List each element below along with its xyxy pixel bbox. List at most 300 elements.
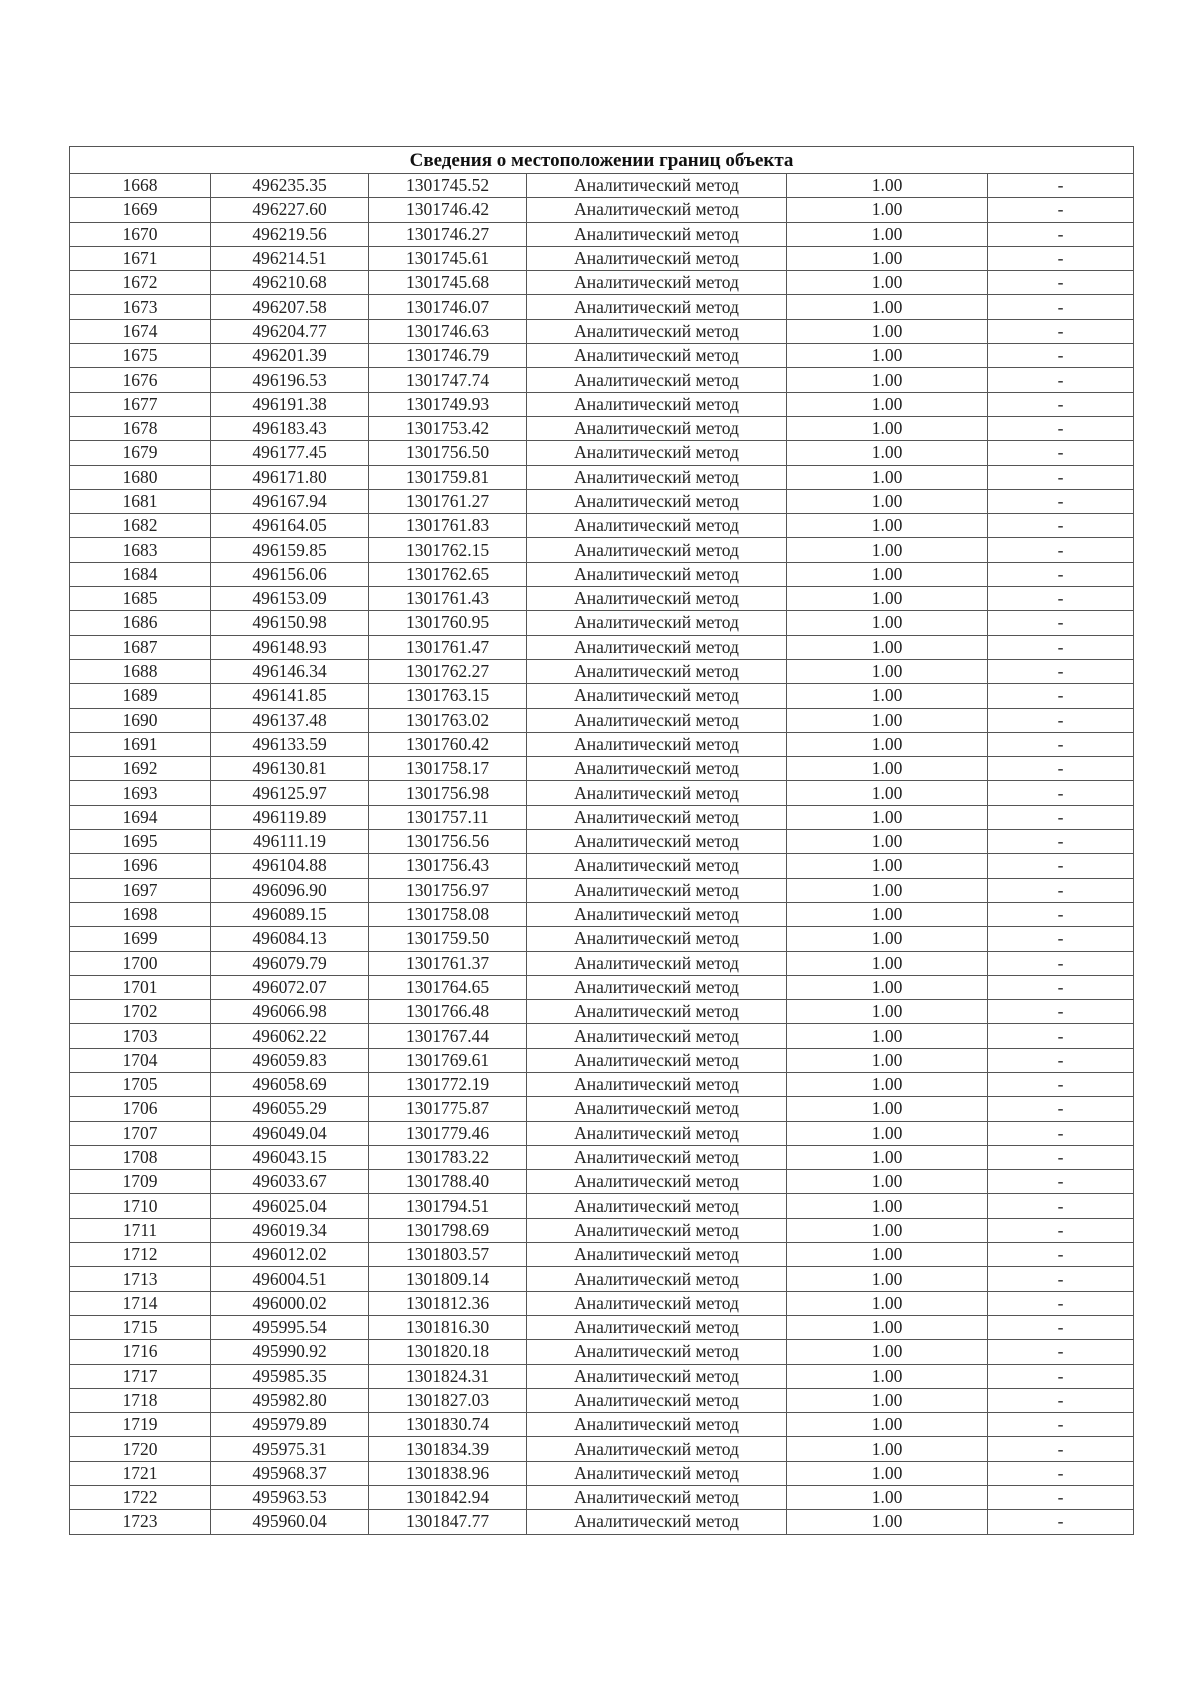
point-number-cell: 1708 (70, 1145, 211, 1169)
x-coordinate-cell: 496043.15 (211, 1145, 369, 1169)
table-title-row (70, 147, 1134, 174)
table-row (70, 489, 1134, 513)
description-cell: - (988, 198, 1134, 222)
method-cell: Аналитический метод (527, 562, 787, 586)
table-row (70, 708, 1134, 732)
x-coordinate-cell: 496183.43 (211, 416, 369, 440)
x-coordinate-cell: 495963.53 (211, 1486, 369, 1510)
method-cell: Аналитический метод (527, 538, 787, 562)
table-row (70, 927, 1134, 951)
method-cell: Аналитический метод (527, 635, 787, 659)
table-row (70, 1291, 1134, 1315)
point-number-cell: 1712 (70, 1243, 211, 1267)
table-row (70, 1388, 1134, 1412)
point-number-cell: 1680 (70, 465, 211, 489)
method-cell: Аналитический метод (527, 1486, 787, 1510)
method-cell: Аналитический метод (527, 1072, 787, 1096)
x-coordinate-cell: 496125.97 (211, 781, 369, 805)
y-coordinate-cell: 1301756.50 (369, 441, 527, 465)
x-coordinate-cell: 496096.90 (211, 878, 369, 902)
x-coordinate-cell: 496201.39 (211, 344, 369, 368)
point-number-cell: 1692 (70, 757, 211, 781)
method-cell: Аналитический метод (527, 441, 787, 465)
accuracy-cell: 1.00 (787, 271, 988, 295)
method-cell: Аналитический метод (527, 975, 787, 999)
x-coordinate-cell: 496025.04 (211, 1194, 369, 1218)
y-coordinate-cell: 1301761.27 (369, 489, 527, 513)
x-coordinate-cell: 496207.58 (211, 295, 369, 319)
y-coordinate-cell: 1301761.83 (369, 514, 527, 538)
point-number-cell: 1687 (70, 635, 211, 659)
table-row (70, 902, 1134, 926)
description-cell: - (988, 878, 1134, 902)
point-number-cell: 1679 (70, 441, 211, 465)
y-coordinate-cell: 1301779.46 (369, 1121, 527, 1145)
y-coordinate-cell: 1301838.96 (369, 1461, 527, 1485)
x-coordinate-cell: 496137.48 (211, 708, 369, 732)
description-cell: - (988, 1413, 1134, 1437)
accuracy-cell: 1.00 (787, 975, 988, 999)
description-cell: - (988, 1340, 1134, 1364)
point-number-cell: 1703 (70, 1024, 211, 1048)
y-coordinate-cell: 1301745.52 (369, 174, 527, 198)
accuracy-cell: 1.00 (787, 562, 988, 586)
accuracy-cell: 1.00 (787, 1194, 988, 1218)
table-row (70, 271, 1134, 295)
description-cell: - (988, 1267, 1134, 1291)
table-title: Сведения о местоположении границ объекта (70, 147, 1134, 174)
description-cell: - (988, 1145, 1134, 1169)
method-cell: Аналитический метод (527, 1243, 787, 1267)
method-cell: Аналитический метод (527, 1340, 787, 1364)
x-coordinate-cell: 495979.89 (211, 1413, 369, 1437)
table-row (70, 392, 1134, 416)
description-cell: - (988, 1510, 1134, 1534)
description-cell: - (988, 732, 1134, 756)
point-number-cell: 1706 (70, 1097, 211, 1121)
method-cell: Аналитический метод (527, 1024, 787, 1048)
table-row (70, 465, 1134, 489)
accuracy-cell: 1.00 (787, 1510, 988, 1534)
accuracy-cell: 1.00 (787, 1243, 988, 1267)
accuracy-cell: 1.00 (787, 514, 988, 538)
method-cell: Аналитический метод (527, 222, 787, 246)
y-coordinate-cell: 1301746.07 (369, 295, 527, 319)
method-cell: Аналитический метод (527, 1437, 787, 1461)
point-number-cell: 1690 (70, 708, 211, 732)
x-coordinate-cell: 496104.88 (211, 854, 369, 878)
y-coordinate-cell: 1301809.14 (369, 1267, 527, 1291)
table-row (70, 805, 1134, 829)
method-cell: Аналитический метод (527, 805, 787, 829)
y-coordinate-cell: 1301827.03 (369, 1388, 527, 1412)
point-number-cell: 1720 (70, 1437, 211, 1461)
table-row (70, 830, 1134, 854)
accuracy-cell: 1.00 (787, 1024, 988, 1048)
accuracy-cell: 1.00 (787, 684, 988, 708)
description-cell: - (988, 757, 1134, 781)
y-coordinate-cell: 1301757.11 (369, 805, 527, 829)
description-cell: - (988, 295, 1134, 319)
y-coordinate-cell: 1301762.27 (369, 659, 527, 683)
table-row (70, 1145, 1134, 1169)
description-cell: - (988, 1461, 1134, 1485)
y-coordinate-cell: 1301756.97 (369, 878, 527, 902)
accuracy-cell: 1.00 (787, 368, 988, 392)
point-number-cell: 1678 (70, 416, 211, 440)
description-cell: - (988, 659, 1134, 683)
table-row (70, 1121, 1134, 1145)
description-cell: - (988, 1048, 1134, 1072)
method-cell: Аналитический метод (527, 271, 787, 295)
description-cell: - (988, 222, 1134, 246)
table-row (70, 1194, 1134, 1218)
x-coordinate-cell: 496079.79 (211, 951, 369, 975)
description-cell: - (988, 1024, 1134, 1048)
y-coordinate-cell: 1301759.50 (369, 927, 527, 951)
description-cell: - (988, 489, 1134, 513)
description-cell: - (988, 1218, 1134, 1242)
table-row (70, 319, 1134, 343)
point-number-cell: 1716 (70, 1340, 211, 1364)
table-row (70, 514, 1134, 538)
table-row (70, 1340, 1134, 1364)
method-cell: Аналитический метод (527, 295, 787, 319)
method-cell: Аналитический метод (527, 1510, 787, 1534)
x-coordinate-cell: 495990.92 (211, 1340, 369, 1364)
point-number-cell: 1670 (70, 222, 211, 246)
description-cell: - (988, 465, 1134, 489)
description-cell: - (988, 951, 1134, 975)
point-number-cell: 1704 (70, 1048, 211, 1072)
method-cell: Аналитический метод (527, 1121, 787, 1145)
accuracy-cell: 1.00 (787, 611, 988, 635)
method-cell: Аналитический метод (527, 781, 787, 805)
x-coordinate-cell: 496049.04 (211, 1121, 369, 1145)
point-number-cell: 1721 (70, 1461, 211, 1485)
x-coordinate-cell: 496089.15 (211, 902, 369, 926)
description-cell: - (988, 562, 1134, 586)
method-cell: Аналитический метод (527, 878, 787, 902)
y-coordinate-cell: 1301758.17 (369, 757, 527, 781)
table-row (70, 562, 1134, 586)
x-coordinate-cell: 496062.22 (211, 1024, 369, 1048)
description-cell: - (988, 271, 1134, 295)
y-coordinate-cell: 1301753.42 (369, 416, 527, 440)
x-coordinate-cell: 496058.69 (211, 1072, 369, 1096)
accuracy-cell: 1.00 (787, 830, 988, 854)
x-coordinate-cell: 496141.85 (211, 684, 369, 708)
y-coordinate-cell: 1301775.87 (369, 1097, 527, 1121)
method-cell: Аналитический метод (527, 951, 787, 975)
y-coordinate-cell: 1301830.74 (369, 1413, 527, 1437)
accuracy-cell: 1.00 (787, 344, 988, 368)
description-cell: - (988, 708, 1134, 732)
table-row (70, 344, 1134, 368)
y-coordinate-cell: 1301762.65 (369, 562, 527, 586)
x-coordinate-cell: 496119.89 (211, 805, 369, 829)
method-cell: Аналитический метод (527, 927, 787, 951)
y-coordinate-cell: 1301812.36 (369, 1291, 527, 1315)
method-cell: Аналитический метод (527, 1218, 787, 1242)
accuracy-cell: 1.00 (787, 538, 988, 562)
y-coordinate-cell: 1301783.22 (369, 1145, 527, 1169)
description-cell: - (988, 416, 1134, 440)
description-cell: - (988, 1437, 1134, 1461)
x-coordinate-cell: 496153.09 (211, 587, 369, 611)
method-cell: Аналитический метод (527, 1413, 787, 1437)
description-cell: - (988, 1194, 1134, 1218)
x-coordinate-cell: 496150.98 (211, 611, 369, 635)
x-coordinate-cell: 496000.02 (211, 1291, 369, 1315)
accuracy-cell: 1.00 (787, 1267, 988, 1291)
description-cell: - (988, 635, 1134, 659)
method-cell: Аналитический метод (527, 1097, 787, 1121)
description-cell: - (988, 392, 1134, 416)
method-cell: Аналитический метод (527, 1291, 787, 1315)
point-number-cell: 1686 (70, 611, 211, 635)
x-coordinate-cell: 496133.59 (211, 732, 369, 756)
method-cell: Аналитический метод (527, 1388, 787, 1412)
point-number-cell: 1699 (70, 927, 211, 951)
x-coordinate-cell: 496164.05 (211, 514, 369, 538)
x-coordinate-cell: 496204.77 (211, 319, 369, 343)
table-row (70, 1486, 1134, 1510)
point-number-cell: 1694 (70, 805, 211, 829)
description-cell: - (988, 1000, 1134, 1024)
y-coordinate-cell: 1301756.98 (369, 781, 527, 805)
y-coordinate-cell: 1301756.43 (369, 854, 527, 878)
y-coordinate-cell: 1301816.30 (369, 1315, 527, 1339)
point-number-cell: 1677 (70, 392, 211, 416)
accuracy-cell: 1.00 (787, 392, 988, 416)
table-row (70, 416, 1134, 440)
table-row (70, 1510, 1134, 1534)
y-coordinate-cell: 1301746.42 (369, 198, 527, 222)
point-number-cell: 1691 (70, 732, 211, 756)
point-number-cell: 1705 (70, 1072, 211, 1096)
method-cell: Аналитический метод (527, 1267, 787, 1291)
description-cell: - (988, 1486, 1134, 1510)
table-row (70, 1048, 1134, 1072)
method-cell: Аналитический метод (527, 392, 787, 416)
table-row (70, 1243, 1134, 1267)
description-cell: - (988, 587, 1134, 611)
method-cell: Аналитический метод (527, 587, 787, 611)
point-number-cell: 1688 (70, 659, 211, 683)
description-cell: - (988, 805, 1134, 829)
method-cell: Аналитический метод (527, 684, 787, 708)
x-coordinate-cell: 496159.85 (211, 538, 369, 562)
y-coordinate-cell: 1301761.43 (369, 587, 527, 611)
table-row (70, 246, 1134, 270)
point-number-cell: 1684 (70, 562, 211, 586)
y-coordinate-cell: 1301834.39 (369, 1437, 527, 1461)
y-coordinate-cell: 1301847.77 (369, 1510, 527, 1534)
accuracy-cell: 1.00 (787, 878, 988, 902)
description-cell: - (988, 246, 1134, 270)
y-coordinate-cell: 1301746.63 (369, 319, 527, 343)
point-number-cell: 1683 (70, 538, 211, 562)
table-row (70, 951, 1134, 975)
y-coordinate-cell: 1301820.18 (369, 1340, 527, 1364)
x-coordinate-cell: 496111.19 (211, 830, 369, 854)
x-coordinate-cell: 495995.54 (211, 1315, 369, 1339)
method-cell: Аналитический метод (527, 1000, 787, 1024)
accuracy-cell: 1.00 (787, 951, 988, 975)
point-number-cell: 1719 (70, 1413, 211, 1437)
method-cell: Аналитический метод (527, 830, 787, 854)
method-cell: Аналитический метод (527, 368, 787, 392)
point-number-cell: 1697 (70, 878, 211, 902)
y-coordinate-cell: 1301794.51 (369, 1194, 527, 1218)
y-coordinate-cell: 1301788.40 (369, 1170, 527, 1194)
point-number-cell: 1674 (70, 319, 211, 343)
accuracy-cell: 1.00 (787, 295, 988, 319)
x-coordinate-cell: 495985.35 (211, 1364, 369, 1388)
table-row (70, 611, 1134, 635)
x-coordinate-cell: 496214.51 (211, 246, 369, 270)
x-coordinate-cell: 495960.04 (211, 1510, 369, 1534)
y-coordinate-cell: 1301745.61 (369, 246, 527, 270)
table-body (70, 174, 1134, 1535)
description-cell: - (988, 927, 1134, 951)
y-coordinate-cell: 1301766.48 (369, 1000, 527, 1024)
method-cell: Аналитический метод (527, 611, 787, 635)
accuracy-cell: 1.00 (787, 222, 988, 246)
accuracy-cell: 1.00 (787, 587, 988, 611)
y-coordinate-cell: 1301749.93 (369, 392, 527, 416)
x-coordinate-cell: 496084.13 (211, 927, 369, 951)
description-cell: - (988, 1121, 1134, 1145)
y-coordinate-cell: 1301761.47 (369, 635, 527, 659)
table-row (70, 222, 1134, 246)
point-number-cell: 1672 (70, 271, 211, 295)
table-row (70, 1000, 1134, 1024)
description-cell: - (988, 975, 1134, 999)
y-coordinate-cell: 1301763.02 (369, 708, 527, 732)
point-number-cell: 1709 (70, 1170, 211, 1194)
point-number-cell: 1671 (70, 246, 211, 270)
accuracy-cell: 1.00 (787, 198, 988, 222)
point-number-cell: 1713 (70, 1267, 211, 1291)
y-coordinate-cell: 1301759.81 (369, 465, 527, 489)
accuracy-cell: 1.00 (787, 1000, 988, 1024)
x-coordinate-cell: 496235.35 (211, 174, 369, 198)
x-coordinate-cell: 496167.94 (211, 489, 369, 513)
accuracy-cell: 1.00 (787, 246, 988, 270)
accuracy-cell: 1.00 (787, 659, 988, 683)
method-cell: Аналитический метод (527, 1315, 787, 1339)
table-row (70, 198, 1134, 222)
table-row (70, 1218, 1134, 1242)
y-coordinate-cell: 1301798.69 (369, 1218, 527, 1242)
y-coordinate-cell: 1301772.19 (369, 1072, 527, 1096)
method-cell: Аналитический метод (527, 1170, 787, 1194)
description-cell: - (988, 1388, 1134, 1412)
x-coordinate-cell: 496210.68 (211, 271, 369, 295)
description-cell: - (988, 781, 1134, 805)
point-number-cell: 1693 (70, 781, 211, 805)
description-cell: - (988, 684, 1134, 708)
accuracy-cell: 1.00 (787, 319, 988, 343)
table-row (70, 538, 1134, 562)
table-row (70, 1267, 1134, 1291)
accuracy-cell: 1.00 (787, 732, 988, 756)
accuracy-cell: 1.00 (787, 1097, 988, 1121)
method-cell: Аналитический метод (527, 757, 787, 781)
x-coordinate-cell: 495968.37 (211, 1461, 369, 1485)
x-coordinate-cell: 496055.29 (211, 1097, 369, 1121)
accuracy-cell: 1.00 (787, 1315, 988, 1339)
x-coordinate-cell: 496148.93 (211, 635, 369, 659)
x-coordinate-cell: 496033.67 (211, 1170, 369, 1194)
x-coordinate-cell: 496072.07 (211, 975, 369, 999)
point-number-cell: 1715 (70, 1315, 211, 1339)
accuracy-cell: 1.00 (787, 1388, 988, 1412)
accuracy-cell: 1.00 (787, 489, 988, 513)
table-row (70, 368, 1134, 392)
point-number-cell: 1714 (70, 1291, 211, 1315)
accuracy-cell: 1.00 (787, 465, 988, 489)
description-cell: - (988, 538, 1134, 562)
accuracy-cell: 1.00 (787, 805, 988, 829)
table-row (70, 732, 1134, 756)
method-cell: Аналитический метод (527, 1364, 787, 1388)
y-coordinate-cell: 1301760.42 (369, 732, 527, 756)
accuracy-cell: 1.00 (787, 441, 988, 465)
y-coordinate-cell: 1301767.44 (369, 1024, 527, 1048)
point-number-cell: 1682 (70, 514, 211, 538)
table-row (70, 295, 1134, 319)
x-coordinate-cell: 496177.45 (211, 441, 369, 465)
table-row (70, 1097, 1134, 1121)
y-coordinate-cell: 1301762.15 (369, 538, 527, 562)
point-number-cell: 1710 (70, 1194, 211, 1218)
x-coordinate-cell: 496004.51 (211, 1267, 369, 1291)
x-coordinate-cell: 496066.98 (211, 1000, 369, 1024)
accuracy-cell: 1.00 (787, 1145, 988, 1169)
description-cell: - (988, 368, 1134, 392)
table-row (70, 878, 1134, 902)
accuracy-cell: 1.00 (787, 1121, 988, 1145)
accuracy-cell: 1.00 (787, 1048, 988, 1072)
table-row (70, 1315, 1134, 1339)
description-cell: - (988, 611, 1134, 635)
accuracy-cell: 1.00 (787, 1461, 988, 1485)
point-number-cell: 1711 (70, 1218, 211, 1242)
x-coordinate-cell: 496019.34 (211, 1218, 369, 1242)
description-cell: - (988, 174, 1134, 198)
table-row (70, 1413, 1134, 1437)
y-coordinate-cell: 1301746.79 (369, 344, 527, 368)
accuracy-cell: 1.00 (787, 1291, 988, 1315)
description-cell: - (988, 1364, 1134, 1388)
method-cell: Аналитический метод (527, 465, 787, 489)
accuracy-cell: 1.00 (787, 416, 988, 440)
accuracy-cell: 1.00 (787, 757, 988, 781)
table-row (70, 975, 1134, 999)
description-cell: - (988, 1170, 1134, 1194)
description-cell: - (988, 344, 1134, 368)
description-cell: - (988, 441, 1134, 465)
description-cell: - (988, 319, 1134, 343)
point-number-cell: 1698 (70, 902, 211, 926)
method-cell: Аналитический метод (527, 319, 787, 343)
x-coordinate-cell: 496191.38 (211, 392, 369, 416)
point-number-cell: 1707 (70, 1121, 211, 1145)
accuracy-cell: 1.00 (787, 781, 988, 805)
